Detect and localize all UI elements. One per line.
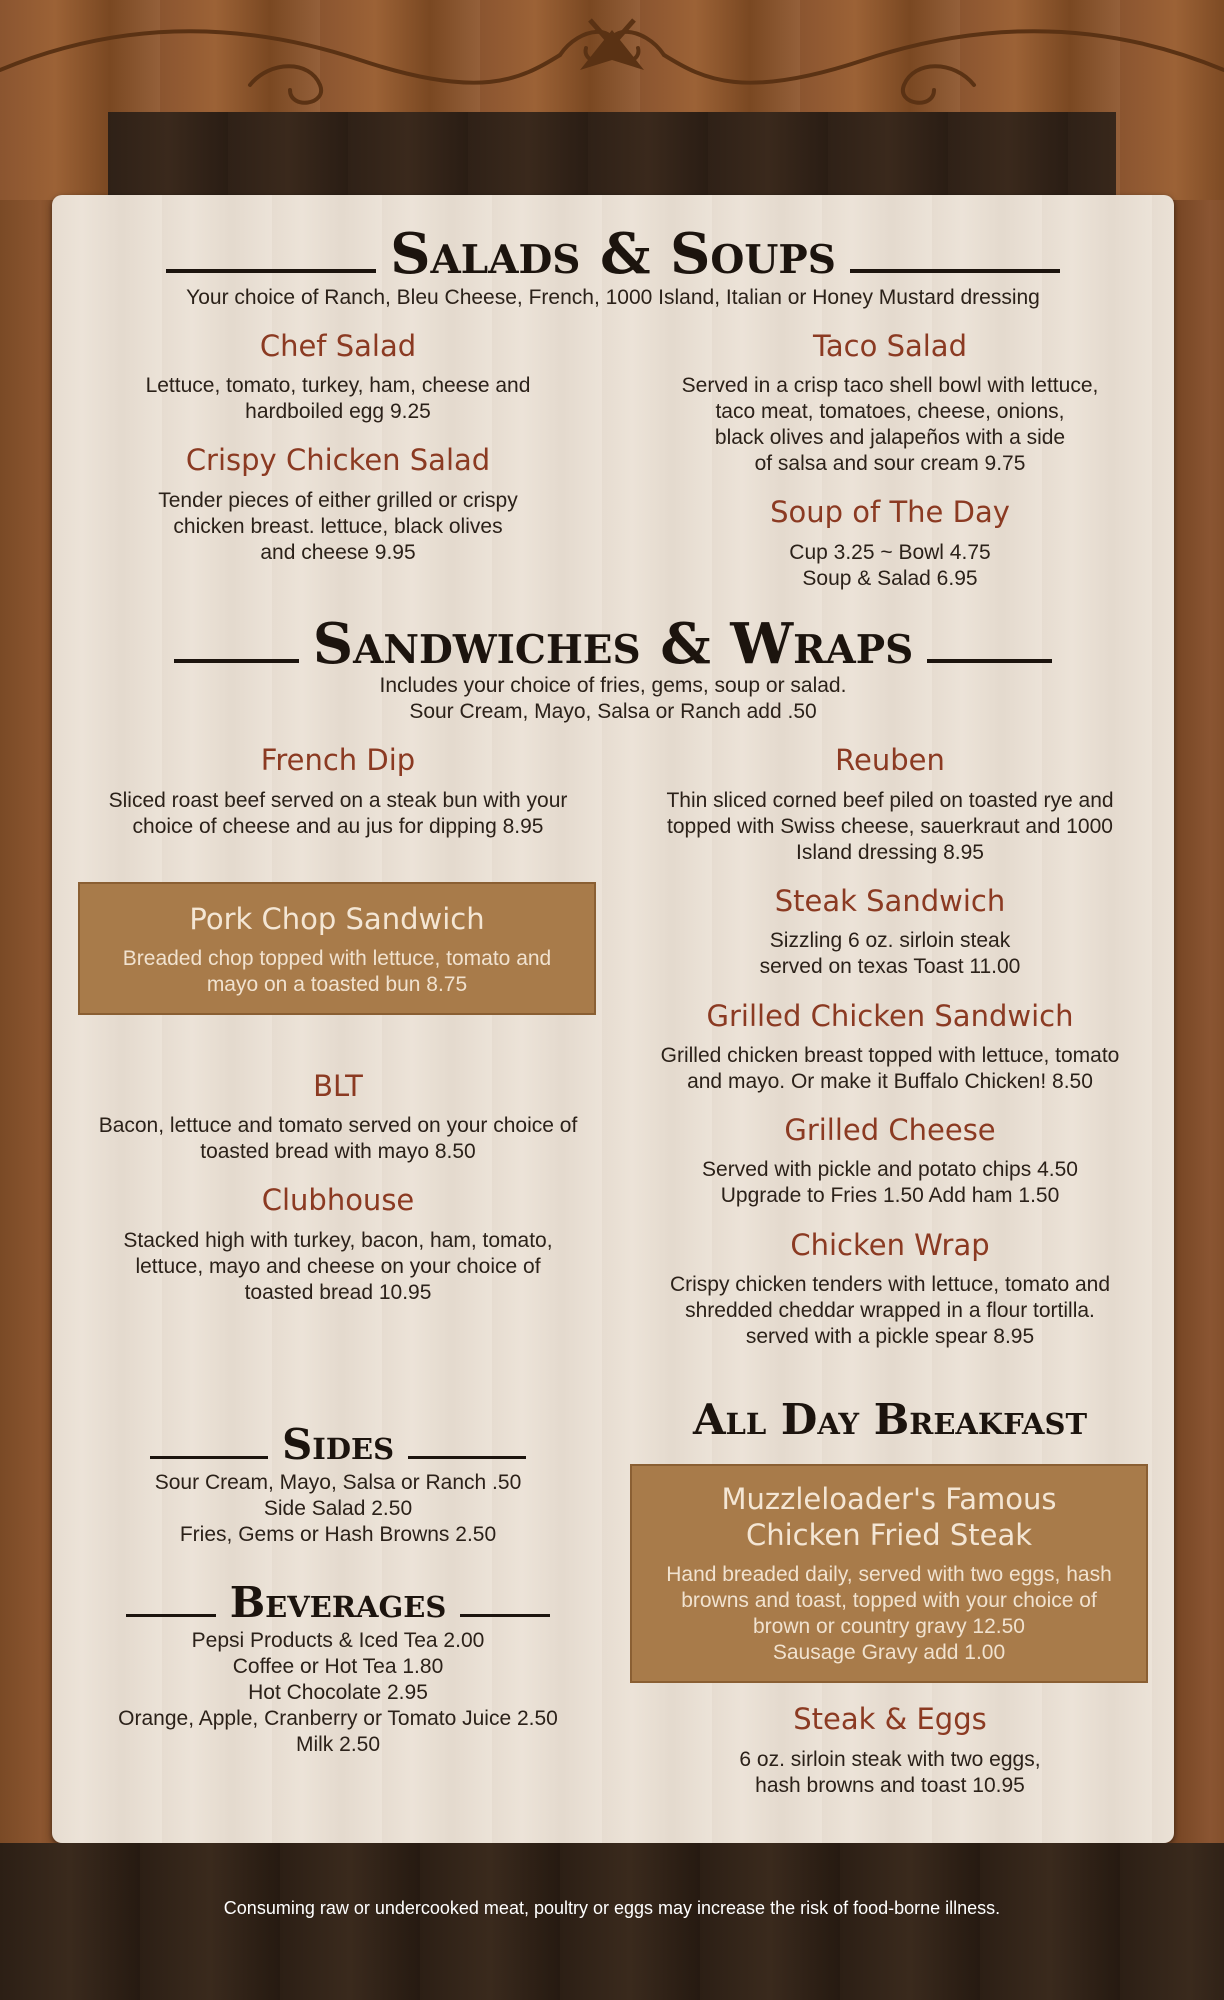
- grilled-chicken-title: Grilled Chicken Sandwich: [706, 999, 1074, 1033]
- crispy-chicken-title: Crispy Chicken Salad: [185, 443, 491, 477]
- grilled-cheese-title: Grilled Cheese: [784, 1113, 996, 1147]
- beverages-list: Pepsi Products & Iced Tea 2.00 Coffee or Hot Tea 1.80 Hot Chocolate 2.95 Orange, Apple, Cranberry or Tomato Juice 2.50 Milk 2.50: [118, 1629, 558, 1756]
- pork-chop-desc: Breaded chop topped with lettuce, tomato and mayo on a toasted bun 8.75: [122, 947, 552, 996]
- crispy-chicken-desc: Tender pieces of either grilled or crispy chicken breast. lettuce, black olives and cheese 9.95: [158, 489, 518, 564]
- sandwiches-heading: Sandwiches & Wraps: [52, 612, 1174, 676]
- chef-salad-desc: Lettuce, tomato, turkey, ham, cheese and hardboiled egg 9.25: [145, 374, 531, 423]
- chicken-wrap-title: Chicken Wrap: [790, 1228, 990, 1262]
- health-warning: Consuming raw or undercooked meat, poultry or eggs may increase the risk of food-borne illness.: [223, 1898, 1001, 1918]
- salads-heading: Salads & Soups: [52, 222, 1174, 286]
- famous-steak-title: Muzzleloader's Famous Chicken Fried Steak: [721, 1482, 1057, 1552]
- french-dip-desc: Sliced roast beef served on a steak bun with your choice of cheese and au jus for dipping 8.95: [108, 789, 568, 838]
- reuben-desc: Thin sliced corned beef piled on toasted rye and topped with Swiss cheese, sauerkraut and 1000 Island dressing 8.95: [666, 789, 1114, 864]
- reuben-title: Reuben: [835, 743, 945, 777]
- breakfast-heading: All Day Breakfast: [692, 1395, 1088, 1444]
- french-dip-title: French Dip: [260, 743, 416, 777]
- steak-eggs-desc: 6 oz. sirloin steak with two eggs, hash browns and toast 10.95: [739, 1748, 1041, 1797]
- pork-chop-title: Pork Chop Sandwich: [189, 902, 485, 936]
- grilled-cheese-desc: Served with pickle and potato chips 4.50 Upgrade to Fries 1.50 Add ham 1.50: [702, 1158, 1078, 1207]
- sandwiches-subtitle: Includes your choice of fries, gems, soup or salad. Sour Cream, Mayo, Salsa or Ranch add .50: [379, 674, 847, 723]
- chef-salad-title: Chef Salad: [259, 329, 417, 363]
- beverages-heading: Beverages: [78, 1578, 598, 1628]
- clubhouse-desc: Stacked high with turkey, bacon, ham, tomato, lettuce, mayo and cheese on your choice of toasted bread 10.95: [123, 1229, 553, 1304]
- soup-title: Soup of The Day: [770, 495, 1010, 529]
- steak-sandwich-desc: Sizzling 6 oz. sirloin steak served on texas Toast 11.00: [759, 929, 1021, 978]
- sides-list: Sour Cream, Mayo, Salsa or Ranch .50 Side Salad 2.50 Fries, Gems or Hash Browns 2.50: [154, 1471, 522, 1546]
- soup-desc: Cup 3.25 ~ Bowl 4.75 Soup & Salad 6.95: [789, 541, 991, 590]
- steak-sandwich-title: Steak Sandwich: [774, 884, 1006, 918]
- taco-salad-title: Taco Salad: [812, 329, 967, 363]
- grilled-chicken-desc: Grilled chicken breast topped with lettuce, tomato and mayo. Or make it Buffalo Chicken! 8.50: [660, 1044, 1120, 1093]
- clubhouse-title: Clubhouse: [261, 1183, 415, 1217]
- scroll-ornament-icon: [0, 0, 1224, 110]
- sides-heading: Sides: [78, 1420, 598, 1470]
- chicken-wrap-desc: Crispy chicken tenders with lettuce, tomato and shredded cheddar wrapped in a flour tortilla. served with a pickle spear 8.95: [669, 1273, 1111, 1348]
- blt-desc: Bacon, lettuce and tomato served on your choice of toasted bread with mayo 8.50: [98, 1114, 578, 1163]
- blt-title: BLT: [313, 1069, 363, 1103]
- steak-eggs-title: Steak & Eggs: [793, 1702, 987, 1736]
- taco-salad-desc: Served in a crisp taco shell bowl with lettuce, taco meat, tomatoes, cheese, onions, black olives and jalapeños with a side of salsa and sour cream 9.75: [681, 374, 1099, 475]
- salads-subtitle: Your choice of Ranch, Bleu Cheese, French, 1000 Island, Italian or Honey Mustard dressing: [186, 286, 1040, 309]
- wood-footer: [0, 1843, 1224, 2000]
- famous-steak-desc: Hand breaded daily, served with two eggs, hash browns and toast, topped with your choice of brown or country gravy 12.50 Sausage Gravy add 1.00: [666, 1563, 1112, 1664]
